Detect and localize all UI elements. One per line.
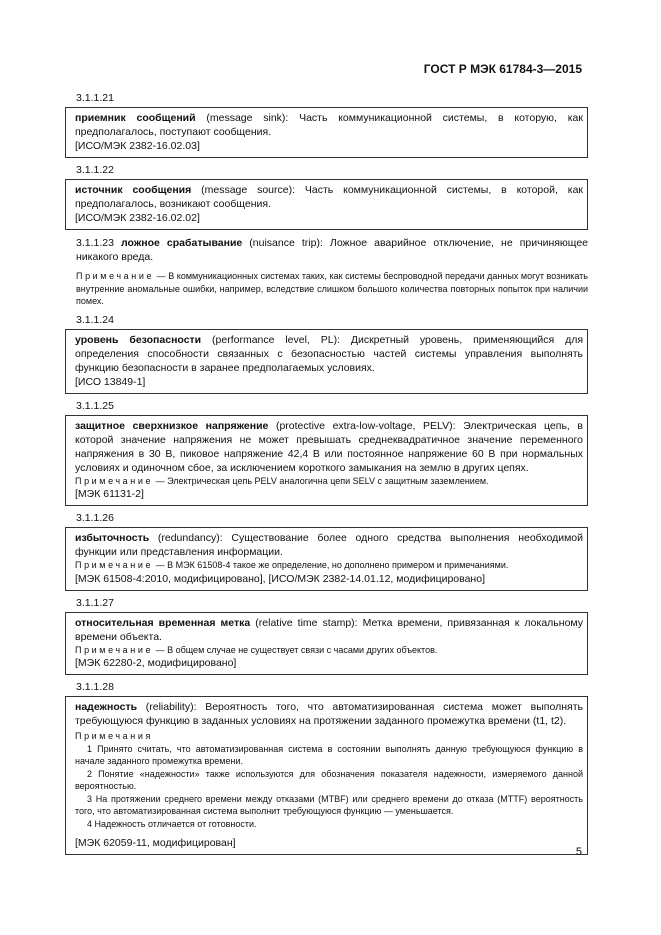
entry-number: 3.1.1.25 [76,399,114,412]
reference: [ИСО/МЭК 2382-16.02.02] [75,212,200,224]
definition-box [65,179,588,230]
page-number: 5 [575,846,582,858]
definition-text [75,111,583,139]
definition-box [65,415,588,507]
definition-box [65,696,588,855]
reference: [МЭК 62059-11, модифицирован] [75,837,236,849]
term: уровень безопасности [75,333,202,346]
reference: [МЭК 61131-2] [75,488,144,500]
term: защитное сверхнизкое напряжение [75,419,269,432]
reference: [МЭК 61508-4:2010, модифицировано], [ИСО/МЭК 2382-14.01.12, модифицировано] [75,572,485,585]
term-definition: (relative time stamp): Метка времени, привязанная к локальному времени объекта. [75,616,583,643]
entry-number: 3.1.1.21 [76,92,114,104]
note-label: Примечание [76,271,155,281]
definition-box [65,107,588,158]
notes-label: Примечания [75,731,153,741]
definition-text [75,700,583,728]
note [75,644,583,657]
note-text: — В коммуникационных системах таких, как системы беспроводной передачи данных могут возникать внутренние аномальные ошибки, например, вследствие слишком большого количества повторных попыток при наличии помех. [76,271,588,306]
note [75,475,583,488]
term: ложное срабатывание [121,237,243,249]
term-definition: (message source): Часть коммуникационной системы, в которой, как предполагалось, возникают сообщения. [75,184,584,210]
term: надежность [75,701,138,713]
document-body [65,92,588,861]
definition-text [75,616,583,644]
note [76,270,588,308]
term: источник сообщения [75,184,192,196]
entry-number: 3.1.1.28 [76,681,114,693]
note-label: Примечание [75,560,154,570]
entry-number: 3.1.1.26 [76,512,114,524]
note-item: 4 Надежность отличается от готовности. [87,818,257,829]
document-header: ГОСТ Р МЭК 61784-3—2015 [423,62,582,76]
notes-block [75,730,583,830]
definition-text [75,419,583,475]
definition-text [76,236,588,264]
note-text: — Электрическая цепь PELV аналогична цепи SELV с защитным заземлением. [153,475,489,486]
definition-box [65,527,588,591]
term: приемник сообщений [75,112,196,124]
term: избыточность [75,532,150,544]
definition-box [65,329,588,394]
term: относительная временная метка [75,616,251,629]
note-label: Примечание [75,644,154,655]
definition-text [75,183,583,211]
note-text: — В МЭК 61508-4 такое же определение, но дополнено примером и примечаниями. [153,560,509,570]
term-definition: (protective extra-low-voltage, PELV): Электрическая цепь, в которой значение напряжения не может превышать среднеквадратичное значение переменного напряжения в 30 В, пиковое напряжение 42,4 В или постоянное напряжение 60 В при нормальных условиях и одиночном сбое, за исключением короткого замыкания на землю в других цепях. [75,419,584,474]
term-definition: (redundancy): Существование более одного средства выполнения необходимой функции или представления информации. [75,532,583,558]
entry-number: 3.1.1.23 [76,237,114,249]
reference: [ИСО 13849-1] [75,375,146,388]
reference: [МЭК 62280-2, модифицировано] [75,657,237,669]
reference: [ИСО/МЭК 2382-16.02.03] [75,140,200,152]
term-definition: (message sink): Часть коммуникационной системы, в которую, как предполагалось, поступают сообщения. [75,112,583,138]
note [75,559,583,572]
entry-number: 3.1.1.27 [76,596,114,609]
entry-number: 3.1.1.22 [76,164,114,176]
note-text: — В общем случае не существует связи с часами других объектов. [153,644,438,655]
note-item: 1 Принято считать, что автоматизированная система в состоянии выполнять данную требующуюся функцию в начале заданного промежутка времени. [75,743,583,766]
definition-text [75,333,583,375]
term-definition: (nuisance trip): Ложное аварийное отключение, не причиняющее никакого вреда. [76,237,589,263]
term-definition: (performance level, PL): Дискретный уровень, применяющийся для определения способности связанных с безопасностью частей системы управления выполнять функцию безопасности в заранее предполагаемых условиях. [75,333,584,374]
term-definition: (reliability): Вероятность того, что автоматизированная система может выполнять требующуюся функцию в заданных условиях на протяжении заданного промежутка времени (t1, t2). [75,701,583,727]
note-item: 3 На протяжении среднего времени между отказами (MTBF) или среднего времени до отказа (MTTF) вероятность того, что автоматизированная система выполнит требующуюся функцию — уменьшается. [75,793,583,816]
entry-number: 3.1.1.24 [76,313,114,326]
note-item: 2 Понятие «надежности» также используются для обозначения показателя надежности, измеряемого данной вероятностью. [75,768,583,791]
definition-text [75,531,583,559]
note-label: Примечание [75,475,154,486]
definition-box [65,612,588,676]
